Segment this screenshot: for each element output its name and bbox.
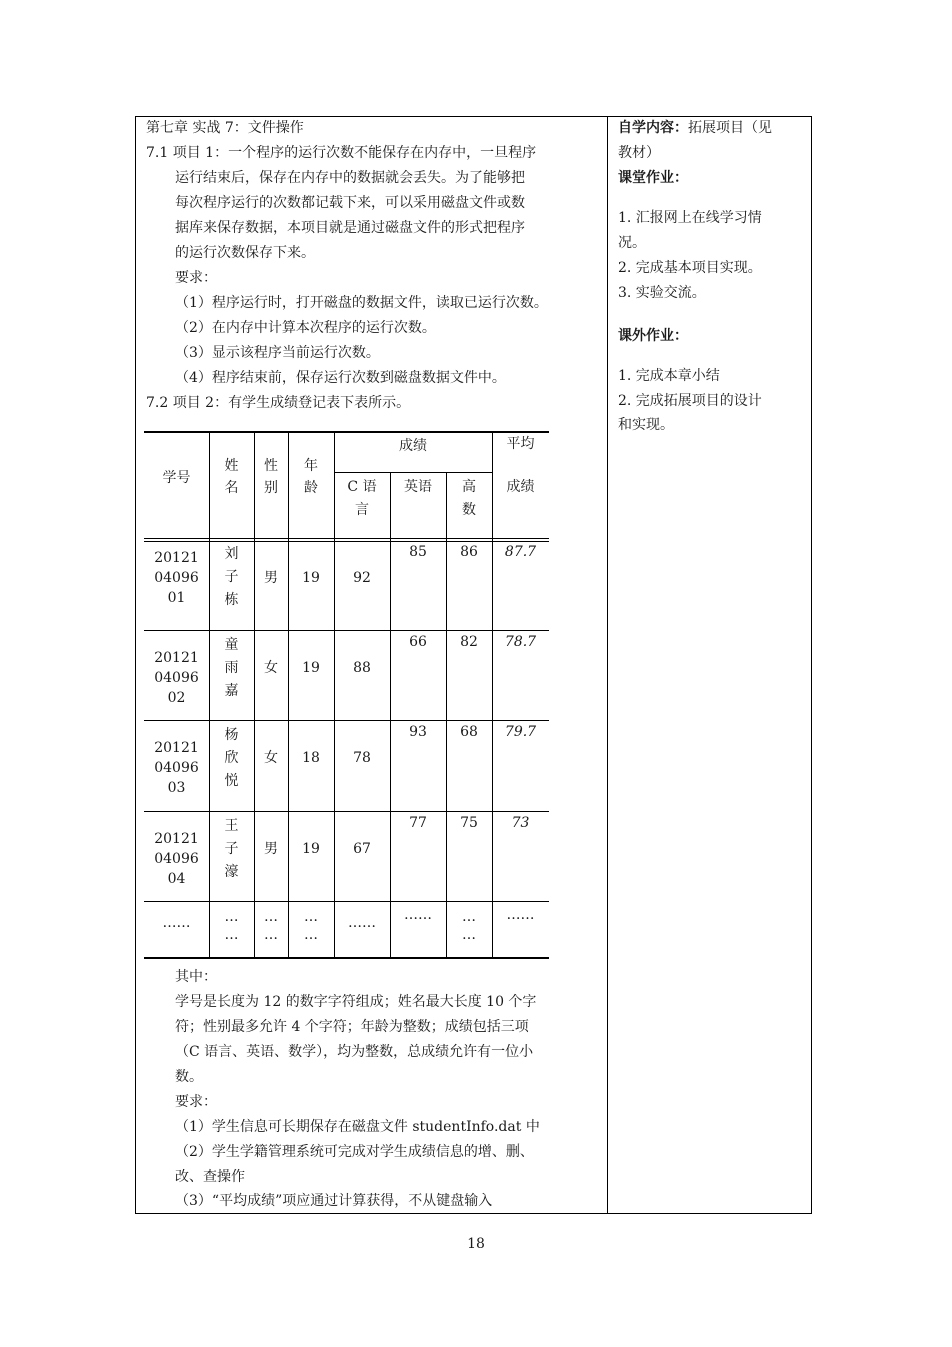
cell-age: 19 xyxy=(302,570,320,586)
cell-age: … xyxy=(304,909,318,925)
chapter-title: 第七章 实战 7：文件操作 xyxy=(146,120,304,136)
cell-c: 92 xyxy=(353,570,371,586)
cell-english: 66 xyxy=(409,634,427,650)
para-line: （3）“平均成绩”项应通过计算获得，不从键盘输入 xyxy=(175,1193,493,1209)
cell-english: 93 xyxy=(409,724,427,740)
header-c: C 语 xyxy=(347,479,377,495)
cell-name: 栋 xyxy=(224,592,239,608)
homework-item: 和实现。 xyxy=(618,417,674,433)
cell-name: 王 xyxy=(224,818,239,834)
cell-avg: 87.7 xyxy=(504,544,537,560)
cell-c: 88 xyxy=(353,660,371,676)
cell-name: 濠 xyxy=(224,864,239,880)
cell-id: 03 xyxy=(167,780,186,796)
cell-id: 04096 xyxy=(154,760,199,776)
cell-age: 18 xyxy=(302,750,320,766)
cell-name: 子 xyxy=(224,569,239,585)
cell-avg: 79.7 xyxy=(504,724,537,740)
header-id: 学号 xyxy=(162,470,191,486)
cell-name: 杨 xyxy=(224,727,239,743)
para-line: 要求： xyxy=(175,1094,217,1110)
header-avg: 成绩 xyxy=(506,479,535,495)
para-line: （3）显示该程序当前运行次数。 xyxy=(175,345,380,361)
cell-name: 刘 xyxy=(224,546,239,562)
classwork-label: 课堂作业： xyxy=(618,170,688,186)
cell-sex: … xyxy=(264,909,278,925)
classwork-item: 3. 实验交流。 xyxy=(618,285,706,301)
cell-id: 04096 xyxy=(154,670,199,686)
homework-label: 课外作业： xyxy=(618,328,688,344)
cell-name: 悦 xyxy=(224,773,239,789)
column-divider xyxy=(607,116,608,1214)
cell-sex: 女 xyxy=(264,660,278,676)
para-line: 改、查操作 xyxy=(175,1169,245,1185)
cell-math: 68 xyxy=(460,724,478,740)
classwork-item: 况。 xyxy=(618,235,646,251)
cell-sex: 男 xyxy=(264,841,278,857)
cell-id: 02 xyxy=(167,690,186,706)
para-line: 运行结束后，保存在内存中的数据就会丢失。为了能够把 xyxy=(175,170,525,186)
cell-id: 20121 xyxy=(154,740,199,756)
para-line: 据库来保存数据，本项目就是通过磁盘文件的形式把程序 xyxy=(175,220,525,236)
header-c: 言 xyxy=(355,502,369,518)
cell-math: 86 xyxy=(460,544,478,560)
cell-math: 75 xyxy=(460,815,478,831)
cell-math: 82 xyxy=(460,634,478,650)
para-line: （1）程序运行时，打开磁盘的数据文件，读取已运行次数。 xyxy=(175,295,548,311)
page-number: 18 xyxy=(467,1236,485,1252)
self-study-label: 自学内容： xyxy=(618,120,688,136)
para-line: 7.1 项目 1：一个程序的运行次数不能保存在内存中，一旦程序 xyxy=(146,145,537,161)
header-score: 成绩 xyxy=(399,438,427,454)
cell-math: … xyxy=(462,927,476,943)
cell-english: 77 xyxy=(409,815,427,831)
cell-avg: 78.7 xyxy=(504,634,537,650)
cell-id: …… xyxy=(162,915,191,931)
header-age: 年 xyxy=(304,458,318,474)
para-line: 7.2 项目 2：有学生成绩登记表下表所示。 xyxy=(146,395,411,411)
cell-english: …… xyxy=(404,907,432,923)
cell-avg: 73 xyxy=(511,815,530,831)
classwork-item: 2. 完成基本项目实现。 xyxy=(618,260,762,276)
cell-id: 04 xyxy=(167,871,186,887)
para-line: 其中： xyxy=(175,969,217,985)
cell-id: 04096 xyxy=(154,570,199,586)
cell-id: 20121 xyxy=(154,831,199,847)
cell-id: 04096 xyxy=(154,851,199,867)
cell-name: … xyxy=(224,927,239,943)
self-study-text: 教材） xyxy=(618,145,660,161)
header-name: 姓 xyxy=(224,458,239,474)
para-line: （1）学生信息可长期保存在磁盘文件 studentInfo.dat 中 xyxy=(175,1119,540,1135)
header-sex: 性 xyxy=(264,458,278,474)
cell-sex: 女 xyxy=(264,750,278,766)
cell-age: 19 xyxy=(302,841,320,857)
cell-id: 20121 xyxy=(154,550,199,566)
cell-sex: … xyxy=(264,927,278,943)
header-age: 龄 xyxy=(304,480,318,496)
cell-c: 67 xyxy=(353,841,371,857)
cell-id: 20121 xyxy=(154,650,199,666)
cell-c: …… xyxy=(348,915,376,931)
cell-name: 子 xyxy=(224,841,239,857)
classwork-item: 1. 汇报网上在线学习情 xyxy=(618,210,762,226)
self-study xyxy=(618,116,772,140)
para-line: 要求： xyxy=(175,270,217,286)
self-study-text: 拓展项目（见 xyxy=(688,120,772,136)
cell-c: 78 xyxy=(353,750,371,766)
cell-name: 雨 xyxy=(224,660,239,676)
cell-name: 童 xyxy=(224,637,239,653)
para-line: （2）学生学籍管理系统可完成对学生成绩信息的增、删、 xyxy=(175,1144,534,1160)
cell-age: … xyxy=(304,927,318,943)
cell-sex: 男 xyxy=(264,570,278,586)
header-math: 数 xyxy=(462,502,476,518)
cell-avg: …… xyxy=(506,907,535,923)
header-math: 高 xyxy=(462,479,476,495)
cell-name: 嘉 xyxy=(224,683,239,699)
homework-item: 1. 完成本章小结 xyxy=(618,368,720,384)
para-line: 学号是长度为 12 的数字字符组成；姓名最大长度 10 个字 xyxy=(175,994,537,1010)
cell-name: … xyxy=(224,909,239,925)
para-line: （4）程序结束前，保存运行次数到磁盘数据文件中。 xyxy=(175,370,506,386)
cell-id: 01 xyxy=(167,590,186,606)
para-line: 数。 xyxy=(175,1069,203,1085)
header-english: 英语 xyxy=(404,479,432,495)
cell-english: 85 xyxy=(409,544,427,560)
para-line: 每次程序运行的次数都记载下来，可以采用磁盘文件或数 xyxy=(175,195,525,211)
cell-age: 19 xyxy=(302,660,320,676)
header-name: 名 xyxy=(224,480,239,496)
cell-name: 欣 xyxy=(224,750,239,766)
para-line: 符；性别最多允许 4 个字符；年龄为整数；成绩包括三项 xyxy=(175,1019,529,1035)
header-sex: 别 xyxy=(264,480,278,496)
para-line: （2）在内存中计算本次程序的运行次数。 xyxy=(175,320,436,336)
cell-math: … xyxy=(462,909,476,925)
para-line: 的运行次数保存下来。 xyxy=(175,245,315,261)
homework-item: 2. 完成拓展项目的设计 xyxy=(618,393,762,409)
header-avg: 平均 xyxy=(506,436,535,452)
para-line: （C 语言、英语、数学），均为整数，总成绩允许有一位小 xyxy=(175,1044,534,1060)
